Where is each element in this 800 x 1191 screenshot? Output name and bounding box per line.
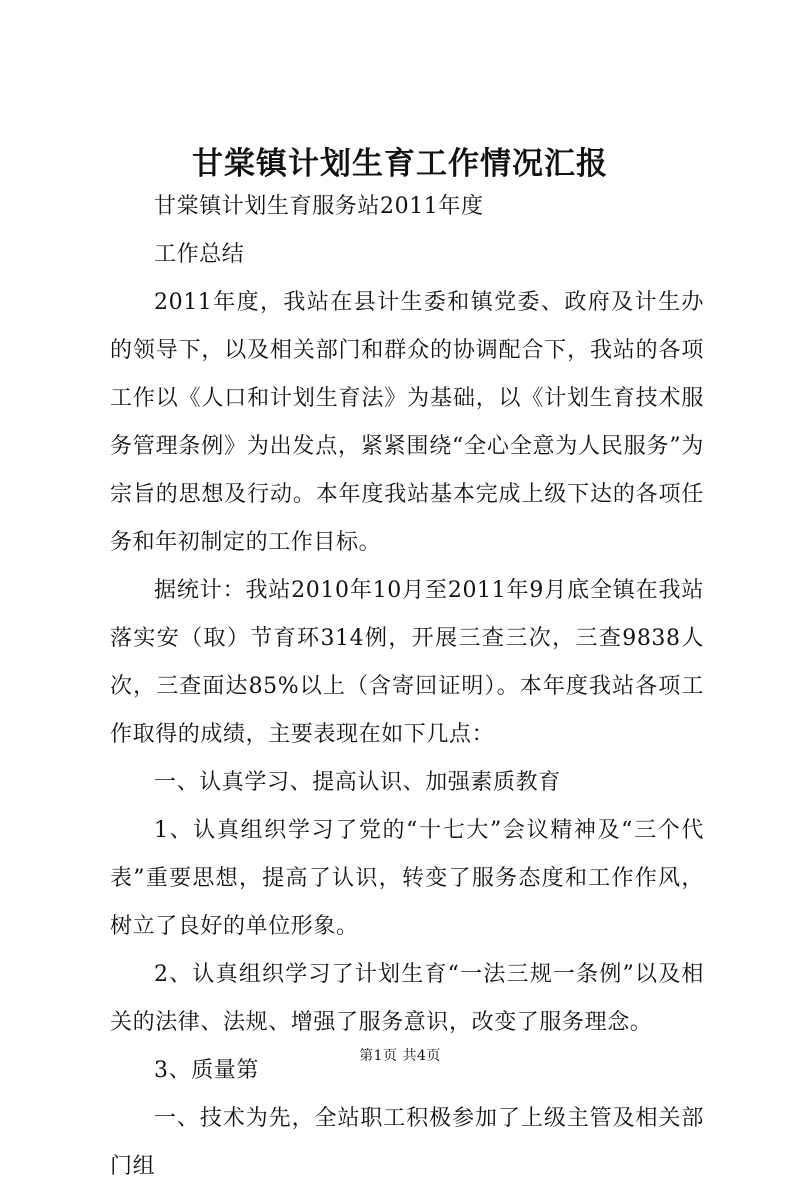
document-body: [110, 183, 704, 1191]
document-title: 甘棠镇计划生育工作情况汇报: [192, 146, 608, 182]
paragraph-item-3: 3、质量第: [154, 1058, 259, 1083]
section-heading-1: 一、认真学习、提高认识、加强素质教育: [154, 770, 561, 795]
paragraph-item-3-continued: 一、技术为先，全站职工积极参加了上级主管及相关部门组: [110, 1106, 704, 1179]
paragraph-statistics: 据统计：我站2010年10月至2011年9月底全镇在我站落实安（取）节育环314例，开展三查三次，三查9838人次，三查面达85%以上（含寄回证明）。本年度我站各项工作取得的成绩，主要表现在如下几点：: [110, 578, 704, 747]
paragraph-item-2: 2、认真组织学习了计划生育“一法三规一条例”以及相关的法律、法规、增强了服务意识，改变了服务理念。: [110, 962, 704, 1035]
paragraph-item-1: 1、认真组织学习了党的“十七大”会议精神及“三个代表”重要思想，提高了认识，转变了服务态度和工作作风，树立了良好的单位形象。: [110, 818, 704, 939]
page-number-footer: 第1页 共4页: [359, 1048, 441, 1064]
paragraph-subtitle-org: 甘棠镇计划生育服务站2011年度: [154, 194, 484, 219]
paragraph-intro: 2011年度，我站在县计生委和镇党委、政府及计生办的领导下，以及相关部门和群众的协调配合下，我站的各项工作以《人口和计划生育法》为基础，以《计划生育技术服务管理条例》为出发点，紧紧围绕“全心全意为人民服务”为宗旨的思想及行动。本年度我站基本完成上级下达的各项任务和年初制定的工作目标。: [110, 290, 704, 555]
paragraph-subtitle-summary: 工作总结: [154, 242, 245, 267]
